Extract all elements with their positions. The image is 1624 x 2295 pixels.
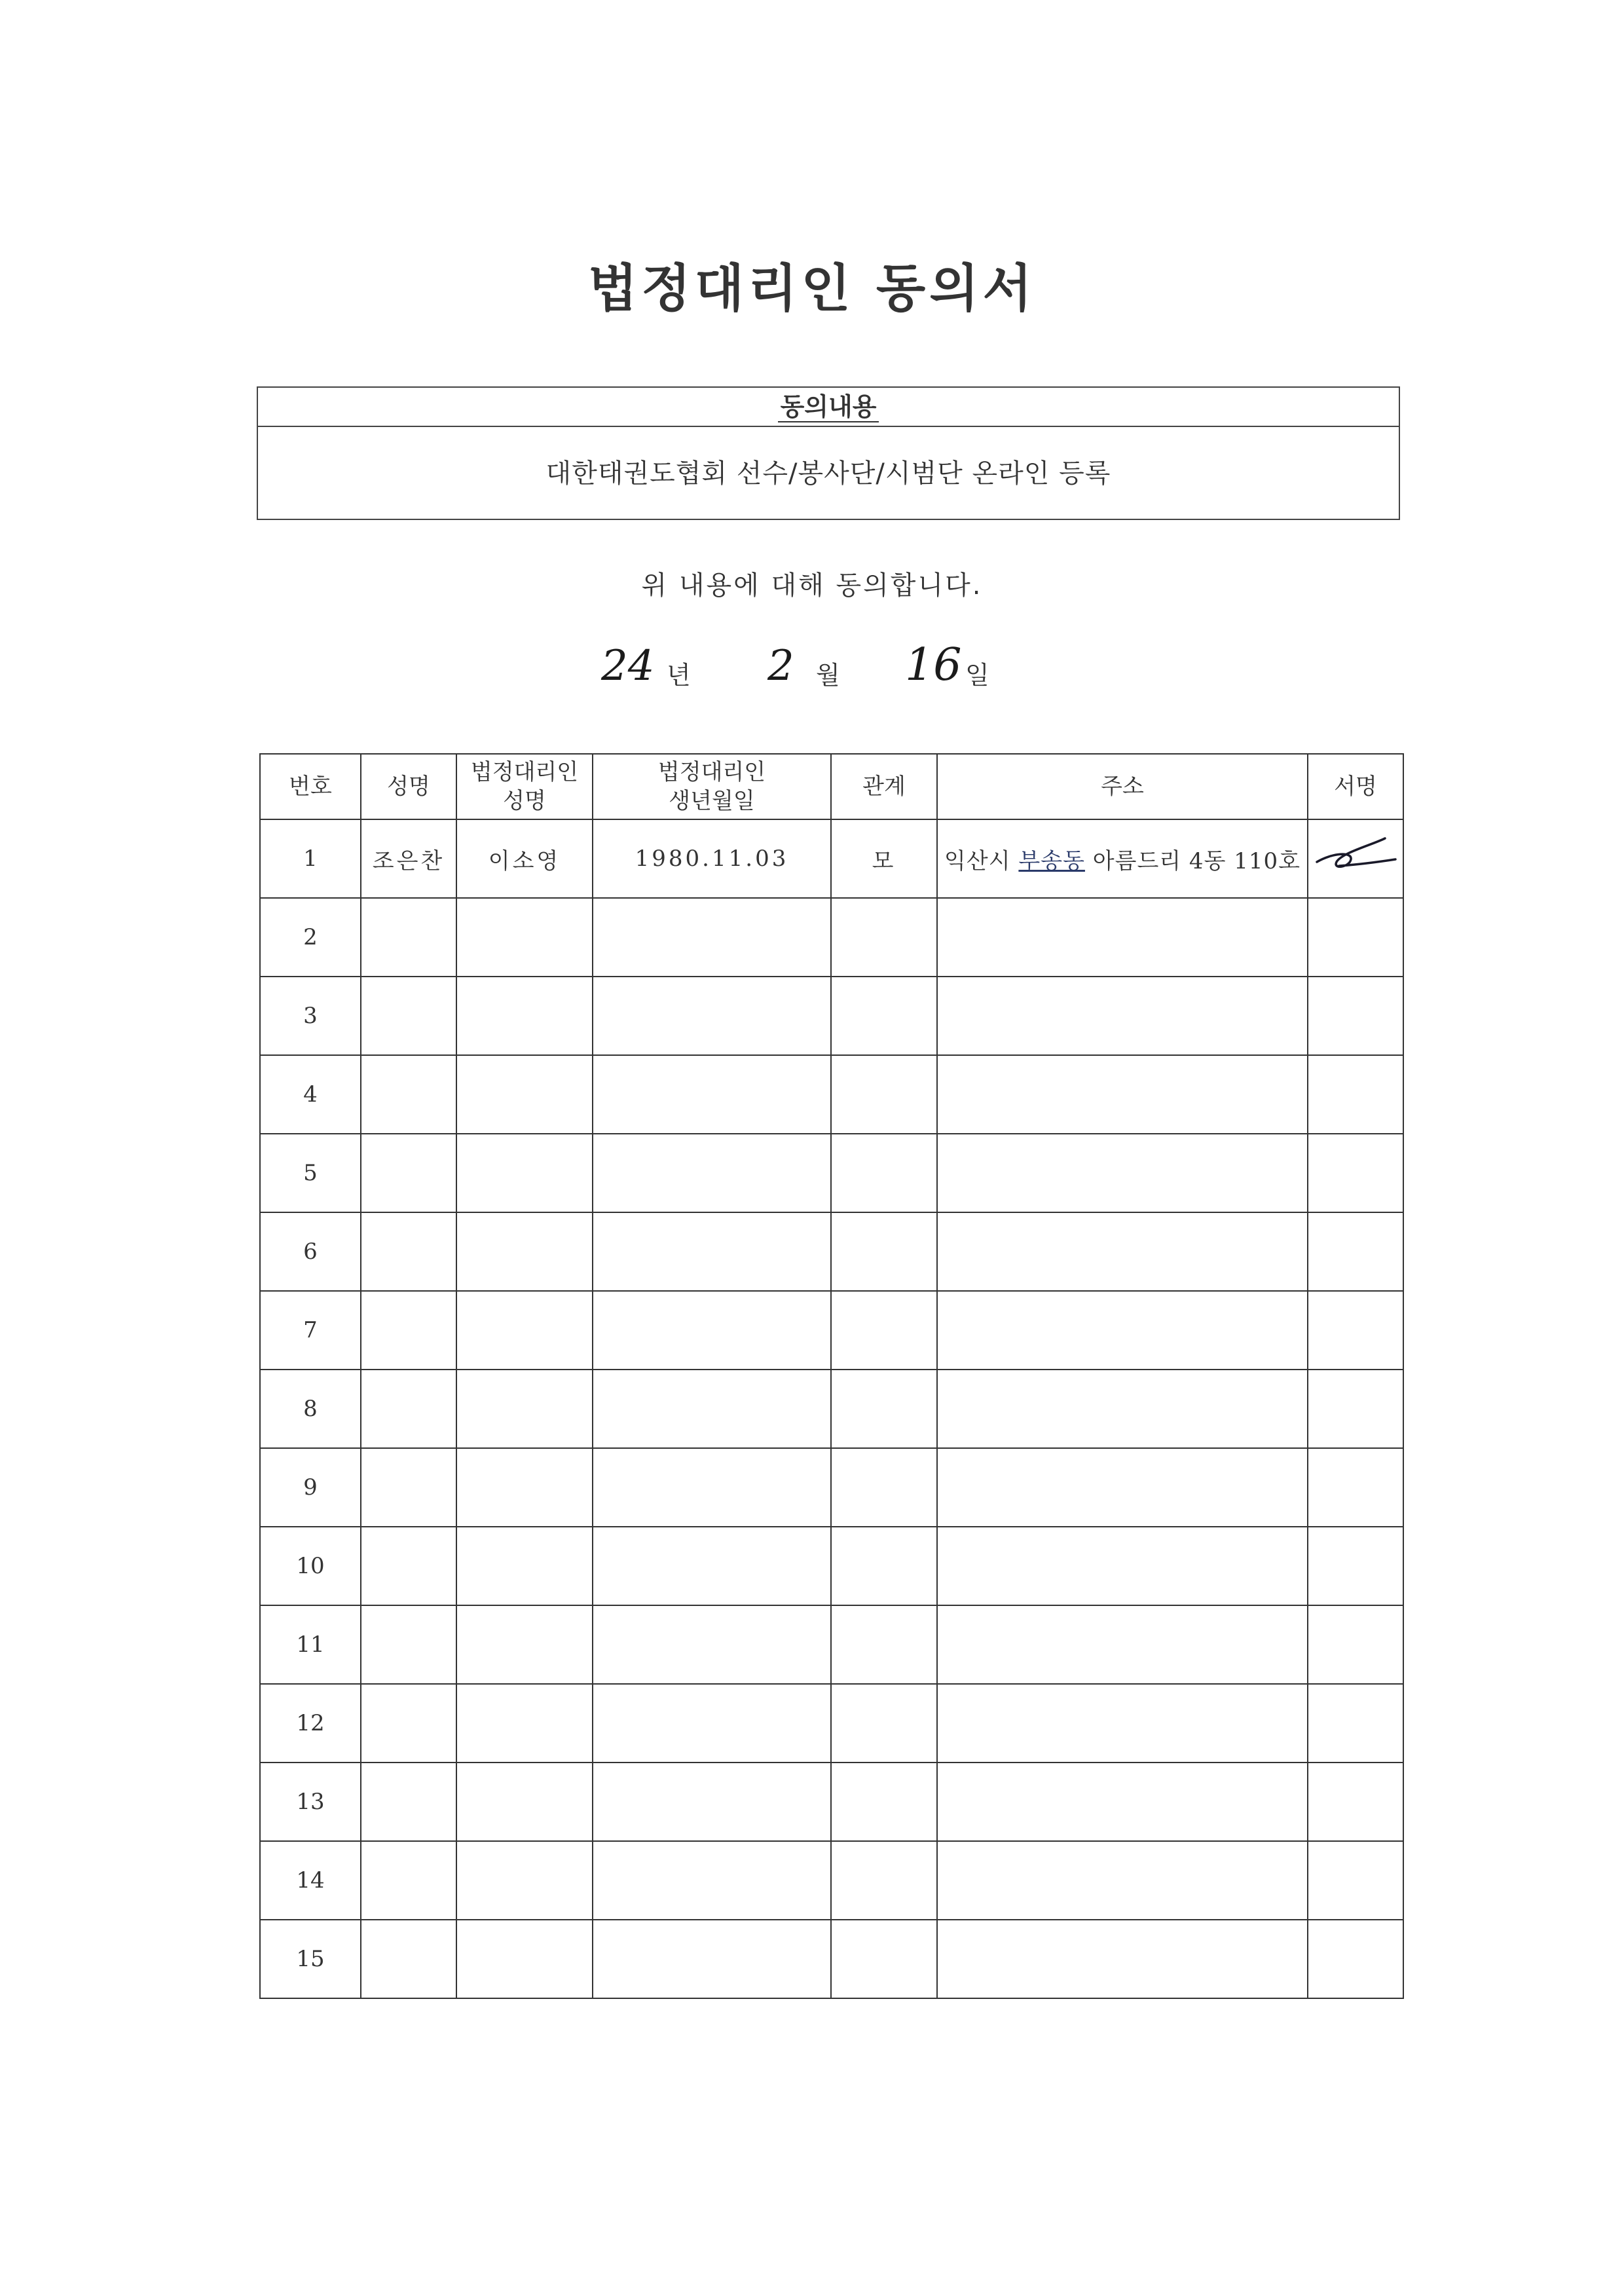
table-row — [260, 1448, 1403, 1527]
col-header-number: 번호 — [260, 754, 361, 819]
row-number: 10 — [260, 1527, 361, 1605]
relation-cell[interactable] — [831, 1134, 937, 1212]
name-cell[interactable] — [361, 898, 456, 977]
handwritten-signature — [1313, 833, 1398, 879]
signature-cell[interactable] — [1308, 898, 1403, 977]
name-cell[interactable]: 조은찬 — [361, 819, 456, 898]
guardian-name-cell[interactable] — [456, 1134, 593, 1212]
address-cell[interactable] — [937, 1370, 1308, 1448]
guardian-name-cell[interactable] — [456, 1920, 593, 1998]
address-cell[interactable] — [937, 1684, 1308, 1763]
name-cell[interactable] — [361, 1527, 456, 1605]
row-number: 13 — [260, 1763, 361, 1841]
name-cell[interactable] — [361, 1684, 456, 1763]
name-cell[interactable] — [361, 1291, 456, 1370]
date-day[interactable]: 16 — [905, 639, 962, 691]
signature-cell[interactable] — [1308, 1291, 1403, 1370]
row-number: 11 — [260, 1605, 361, 1684]
guardian-birth-cell[interactable] — [593, 1448, 831, 1527]
guardian-name-cell[interactable] — [456, 898, 593, 977]
table-row — [260, 1920, 1403, 1998]
row-number: 14 — [260, 1841, 361, 1920]
row-number: 2 — [260, 898, 361, 977]
address-cell[interactable] — [937, 1527, 1308, 1605]
guardian-birth-cell[interactable] — [593, 1920, 831, 1998]
guardian-name-cell[interactable] — [456, 1370, 593, 1448]
table-row — [260, 1527, 1403, 1605]
row-number: 15 — [260, 1920, 361, 1998]
name-cell[interactable] — [361, 1841, 456, 1920]
row-number: 6 — [260, 1212, 361, 1291]
guardian-name-cell[interactable] — [456, 1605, 593, 1684]
guardian-birth-cell[interactable] — [593, 1605, 831, 1684]
address-cell[interactable] — [937, 1763, 1308, 1841]
document-title: 법정대리인 동의서 — [588, 259, 1036, 318]
guardian-name-cell[interactable] — [456, 1291, 593, 1370]
col-header-guardian-birth: 법정대리인 생년월일 — [593, 754, 831, 819]
guardian-birth-cell[interactable] — [593, 1212, 831, 1291]
signature-cell[interactable] — [1308, 1055, 1403, 1134]
date-month[interactable]: 2 — [767, 642, 794, 690]
row-number: 5 — [260, 1134, 361, 1212]
guardian-birth-cell[interactable] — [593, 1527, 831, 1605]
consent-box — [257, 386, 1400, 520]
guardian-name-cell[interactable] — [456, 1448, 593, 1527]
table-row — [260, 1763, 1403, 1841]
consent-header-label: 동의내용 — [778, 392, 879, 422]
col-header-address: 주소 — [937, 754, 1308, 819]
relation-cell[interactable] — [831, 1448, 937, 1527]
address-cell[interactable] — [937, 1291, 1308, 1370]
guardian-birth-cell[interactable] — [593, 898, 831, 977]
relation-cell[interactable] — [831, 1055, 937, 1134]
address-cell[interactable] — [937, 1841, 1308, 1920]
name-cell[interactable] — [361, 1055, 456, 1134]
table-row — [260, 1291, 1403, 1370]
relation-cell[interactable] — [831, 1527, 937, 1605]
row-number: 3 — [260, 977, 361, 1055]
guardian-birth-cell[interactable] — [593, 1370, 831, 1448]
address-cell[interactable] — [937, 1212, 1308, 1291]
table-row — [260, 1605, 1403, 1684]
guardian-name-cell[interactable] — [456, 1212, 593, 1291]
guardian-birth-cell[interactable] — [593, 1291, 831, 1370]
table-row — [260, 977, 1403, 1055]
guardian-name-cell[interactable] — [456, 1841, 593, 1920]
relation-cell[interactable]: 모 — [831, 819, 937, 898]
address-cell[interactable] — [937, 1055, 1308, 1134]
table-row — [260, 1684, 1403, 1763]
col-header-signature: 서명 — [1308, 754, 1403, 819]
signature-cell[interactable] — [1308, 1448, 1403, 1527]
signature-cell[interactable] — [1308, 819, 1403, 898]
row-number: 12 — [260, 1684, 361, 1763]
guardian-birth-cell[interactable] — [593, 1134, 831, 1212]
relation-cell[interactable] — [831, 898, 937, 977]
table-header-row — [260, 754, 1403, 819]
name-cell[interactable] — [361, 1763, 456, 1841]
guardian-name-cell[interactable] — [456, 977, 593, 1055]
name-cell[interactable] — [361, 1605, 456, 1684]
row-number: 4 — [260, 1055, 361, 1134]
col-header-guardian-name: 법정대리인 성명 — [456, 754, 593, 819]
guardian-birth-cell[interactable] — [593, 1763, 831, 1841]
row-number: 7 — [260, 1291, 361, 1370]
address-cell[interactable] — [937, 1134, 1308, 1212]
address-cell[interactable] — [937, 977, 1308, 1055]
date-line — [0, 639, 1624, 701]
agreement-statement: 위 내용에 대해 동의합니다. — [641, 570, 983, 601]
guardian-name-cell[interactable] — [456, 1763, 593, 1841]
relation-cell[interactable] — [831, 1763, 937, 1841]
col-header-relation: 관계 — [831, 754, 937, 819]
signature-cell[interactable] — [1308, 977, 1403, 1055]
address-cell[interactable] — [937, 1920, 1308, 1998]
signature-cell[interactable] — [1308, 1605, 1403, 1684]
address-cell[interactable] — [937, 898, 1308, 977]
relation-cell[interactable] — [831, 1841, 937, 1920]
date-year[interactable]: 24 — [601, 642, 655, 690]
relation-cell[interactable] — [831, 1291, 937, 1370]
guardian-name-cell[interactable] — [456, 1684, 593, 1763]
row-number: 9 — [260, 1448, 361, 1527]
signature-cell[interactable] — [1308, 1134, 1403, 1212]
row-number: 8 — [260, 1370, 361, 1448]
address-cell[interactable] — [937, 819, 1308, 898]
name-cell[interactable] — [361, 1448, 456, 1527]
address-cell[interactable] — [937, 1605, 1308, 1684]
consent-body: 대한태권도협회 선수/봉사단/시범단 온라인 등록 — [545, 458, 1111, 489]
guardian-name-cell[interactable] — [456, 1527, 593, 1605]
address-city: 익산시 — [944, 848, 1011, 874]
guardian-name-cell[interactable]: 이소영 — [456, 819, 593, 898]
guardian-birth-cell[interactable] — [593, 1841, 831, 1920]
signature-cell[interactable] — [1308, 1920, 1403, 1998]
guardian-birth-cell[interactable] — [593, 1684, 831, 1763]
relation-cell[interactable] — [831, 1605, 937, 1684]
name-cell[interactable] — [361, 1920, 456, 1998]
date-day-label: 일 — [965, 661, 989, 690]
table-row — [260, 898, 1403, 977]
address-district: 부송동 — [1018, 848, 1085, 874]
date-month-label: 월 — [816, 661, 840, 690]
table-row — [260, 1134, 1403, 1212]
signature-cell[interactable] — [1308, 1684, 1403, 1763]
signature-cell[interactable] — [1308, 1763, 1403, 1841]
relation-cell[interactable] — [831, 1684, 937, 1763]
consent-header — [258, 388, 1399, 427]
guardian-name-cell[interactable] — [456, 1055, 593, 1134]
signature-cell[interactable] — [1308, 1527, 1403, 1605]
row-number: 1 — [260, 819, 361, 898]
signature-cell[interactable] — [1308, 1212, 1403, 1291]
relation-cell[interactable] — [831, 977, 937, 1055]
address-cell[interactable] — [937, 1448, 1308, 1527]
table-row — [260, 1212, 1403, 1291]
table-row — [260, 1841, 1403, 1920]
relation-cell[interactable] — [831, 1212, 937, 1291]
name-cell[interactable] — [361, 977, 456, 1055]
guardian-birth-cell[interactable] — [593, 977, 831, 1055]
table-row — [260, 1055, 1403, 1134]
relation-cell[interactable] — [831, 1370, 937, 1448]
table-row — [260, 1370, 1403, 1448]
relation-cell[interactable] — [831, 1920, 937, 1998]
col-header-name: 성명 — [361, 754, 456, 819]
signature-cell[interactable] — [1308, 1841, 1403, 1920]
signature-cell[interactable] — [1308, 1370, 1403, 1448]
name-cell[interactable] — [361, 1134, 456, 1212]
table-row — [260, 819, 1403, 898]
name-cell[interactable] — [361, 1212, 456, 1291]
date-year-label: 년 — [667, 661, 691, 690]
address-detail: 아름드리 4동 110호 — [1092, 848, 1301, 874]
guardian-birth-cell[interactable]: 1980.11.03 — [593, 819, 831, 898]
guardian-birth-cell[interactable] — [593, 1055, 831, 1134]
guardian-table — [259, 753, 1404, 1999]
name-cell[interactable] — [361, 1370, 456, 1448]
